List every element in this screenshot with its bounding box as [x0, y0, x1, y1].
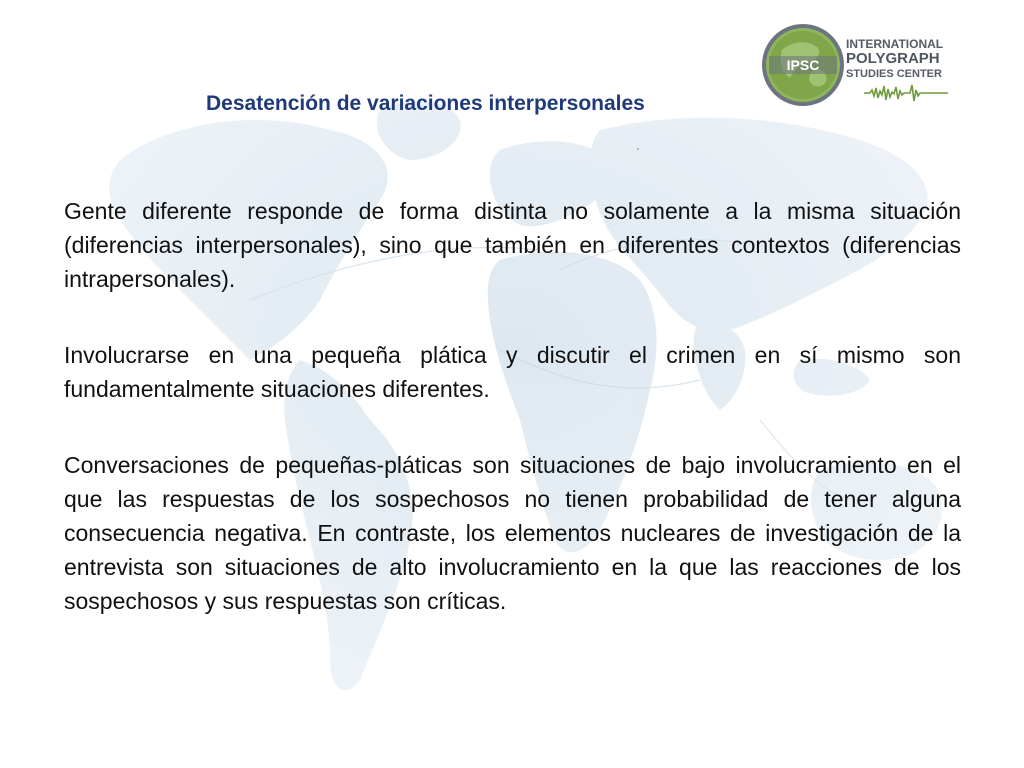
- paragraph-3: Conversaciones de pequeñas-pláticas son situaciones de bajo involucramiento en el que las respuestas de los sospechosos no tienen probabilidad de tener alguna consecuencia negativa. En contraste, los elementos nucleares de investigación de la entrevista son situaciones de alto involucramiento en la que las reacciones de los sospechosos y sus respuestas son críticas.: [64, 452, 961, 614]
- logo-text: [846, 37, 950, 81]
- slide-body: [64, 194, 961, 660]
- paragraph-2: Involucrarse en una pequeña plática y discutir el crimen en sí mismo son fundamentalmente situaciones diferentes.: [64, 342, 961, 402]
- logo-emblem-text: IPSC: [786, 57, 820, 73]
- slide-title: Desatención de variaciones interpersonales: [206, 92, 645, 115]
- paragraph-1: Gente diferente responde de forma distinta no solamente a la misma situación (diferencias interpersonales), sino que también en diferentes contextos (diferencias intrapersonales).: [64, 198, 961, 292]
- logo-line-polygraph: POLYGRAPH: [846, 50, 940, 67]
- polygraph-wave-icon: [864, 82, 948, 104]
- decorative-dot: [637, 148, 639, 150]
- logo-line-international: INTERNATIONAL: [846, 37, 944, 51]
- logo-line-studies-center: STUDIES CENTER: [846, 68, 942, 80]
